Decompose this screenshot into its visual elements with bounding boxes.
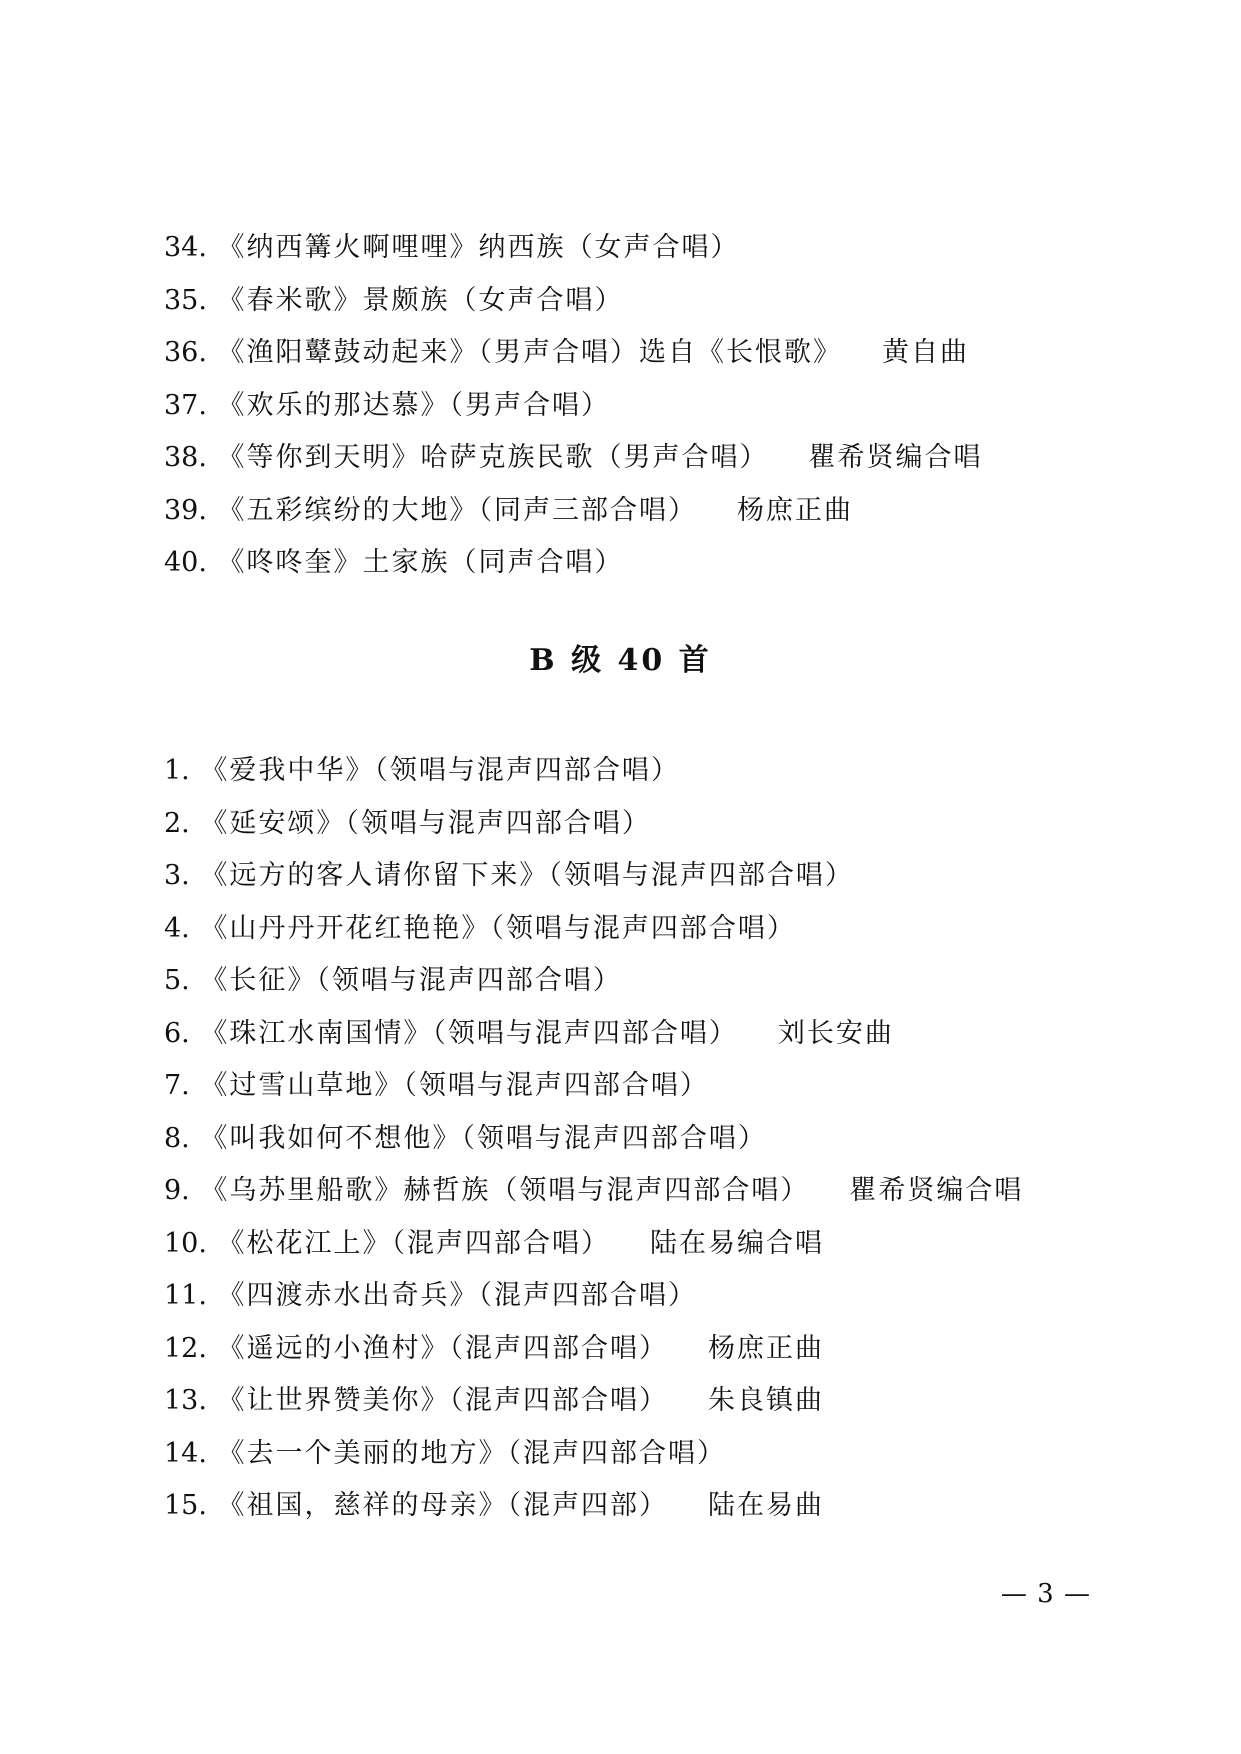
item-credit: 瞿希贤编合唱 <box>849 1175 1024 1206</box>
song-list-a <box>164 222 983 590</box>
item-title: 《松花江上》（混声四部合唱） <box>217 1227 611 1259</box>
item-credit: 朱良镇曲 <box>708 1385 825 1416</box>
page-number: — 3 — <box>1000 1579 1091 1609</box>
item-credit: 瞿希贤编合唱 <box>808 442 983 473</box>
item-title: 《遥远的小渔村》（混声四部合唱） <box>217 1332 669 1364</box>
item-number: 3. <box>164 860 190 891</box>
item-number: 13. <box>164 1385 207 1416</box>
item-title: 《纳西篝火啊哩哩》纳西族（女声合唱） <box>217 232 740 263</box>
item-number: 35. <box>164 284 207 316</box>
list-item <box>164 798 1023 851</box>
section-heading-b: B 级 40 首 <box>529 643 712 678</box>
item-title: 《欢乐的那达慕》（男声合唱） <box>217 389 611 421</box>
item-title: 《乌苏里船歌》赫哲族（领唱与混声四部合唱） <box>200 1175 810 1206</box>
item-number: 9. <box>164 1175 190 1206</box>
item-title: 《让世界赞美你》（混声四部合唱） <box>217 1385 669 1416</box>
item-title: 《五彩缤纷的大地》（同声三部合唱） <box>217 494 698 526</box>
list-item <box>164 1218 1023 1271</box>
item-number: 7. <box>164 1070 190 1101</box>
list-item <box>164 850 1023 903</box>
item-title: 《长征》（领唱与混声四部合唱） <box>200 965 622 996</box>
item-number: 4. <box>164 912 190 944</box>
list-item <box>164 485 983 538</box>
list-item <box>164 1008 1023 1061</box>
item-number: 39. <box>164 494 207 526</box>
list-item <box>164 1165 1023 1218</box>
item-credit: 陆在易曲 <box>708 1490 825 1521</box>
list-item <box>164 1060 1023 1113</box>
item-title: 《山丹丹开花红艳艳》（领唱与混声四部合唱） <box>200 912 796 944</box>
list-item <box>164 903 1023 956</box>
item-title: 《春米歌》景颇族（女声合唱） <box>217 284 624 316</box>
item-title: 《珠江水南国情》（领唱与混声四部合唱） <box>200 1017 738 1049</box>
list-item <box>164 537 983 590</box>
item-number: 5. <box>164 965 190 996</box>
item-number: 15. <box>164 1490 207 1521</box>
list-item <box>164 1113 1023 1166</box>
item-title: 《祖国，慈祥的母亲》（混声四部） <box>217 1490 669 1521</box>
list-item <box>164 327 983 380</box>
item-title: 《咚咚奎》土家族（同声合唱） <box>217 547 624 578</box>
list-item <box>164 1375 1023 1428</box>
item-credit: 刘长安曲 <box>777 1017 894 1049</box>
item-number: 6. <box>164 1017 190 1049</box>
list-item <box>164 1270 1023 1323</box>
list-item <box>164 432 983 485</box>
item-number: 37. <box>164 389 207 421</box>
item-title: 《远方的客人请你留下来》（领唱与混声四部合唱） <box>200 860 854 891</box>
item-title: 《延安颂》（领唱与混声四部合唱） <box>200 807 651 839</box>
item-number: 8. <box>164 1122 190 1154</box>
list-item <box>164 1480 1023 1533</box>
item-number: 11. <box>164 1280 207 1311</box>
list-item <box>164 1428 1023 1481</box>
item-number: 34. <box>164 232 207 263</box>
item-number: 2. <box>164 807 190 839</box>
list-item <box>164 380 983 433</box>
item-number: 14. <box>164 1437 207 1469</box>
item-number: 10. <box>164 1227 207 1259</box>
list-item <box>164 275 983 328</box>
item-title: 《过雪山草地》（领唱与混声四部合唱） <box>200 1070 709 1101</box>
item-title: 《四渡赤水出奇兵》（混声四部合唱） <box>217 1280 698 1311</box>
item-number: 38. <box>164 442 207 473</box>
list-item <box>164 1323 1023 1376</box>
item-credit: 陆在易编合唱 <box>650 1227 825 1259</box>
list-item <box>164 222 983 275</box>
list-item <box>164 745 1023 798</box>
item-number: 40. <box>164 547 207 578</box>
item-number: 36. <box>164 337 207 368</box>
item-number: 12. <box>164 1332 207 1364</box>
item-title: 《爱我中华》（领唱与混声四部合唱） <box>200 755 680 786</box>
list-item <box>164 955 1023 1008</box>
item-credit: 杨庶正曲 <box>737 494 854 526</box>
item-number: 1. <box>164 755 190 786</box>
item-title: 《叫我如何不想他》（领唱与混声四部合唱） <box>200 1122 767 1154</box>
item-title: 《渔阳鼙鼓动起来》（男声合唱）选自《长恨歌》 <box>217 337 843 368</box>
item-credit: 杨庶正曲 <box>708 1332 825 1364</box>
song-list-b <box>164 745 1023 1533</box>
item-credit: 黄自曲 <box>882 337 970 368</box>
item-title: 《等你到天明》哈萨克族民歌（男声合唱） <box>217 442 769 473</box>
item-title: 《去一个美丽的地方》（混声四部合唱） <box>217 1437 727 1469</box>
